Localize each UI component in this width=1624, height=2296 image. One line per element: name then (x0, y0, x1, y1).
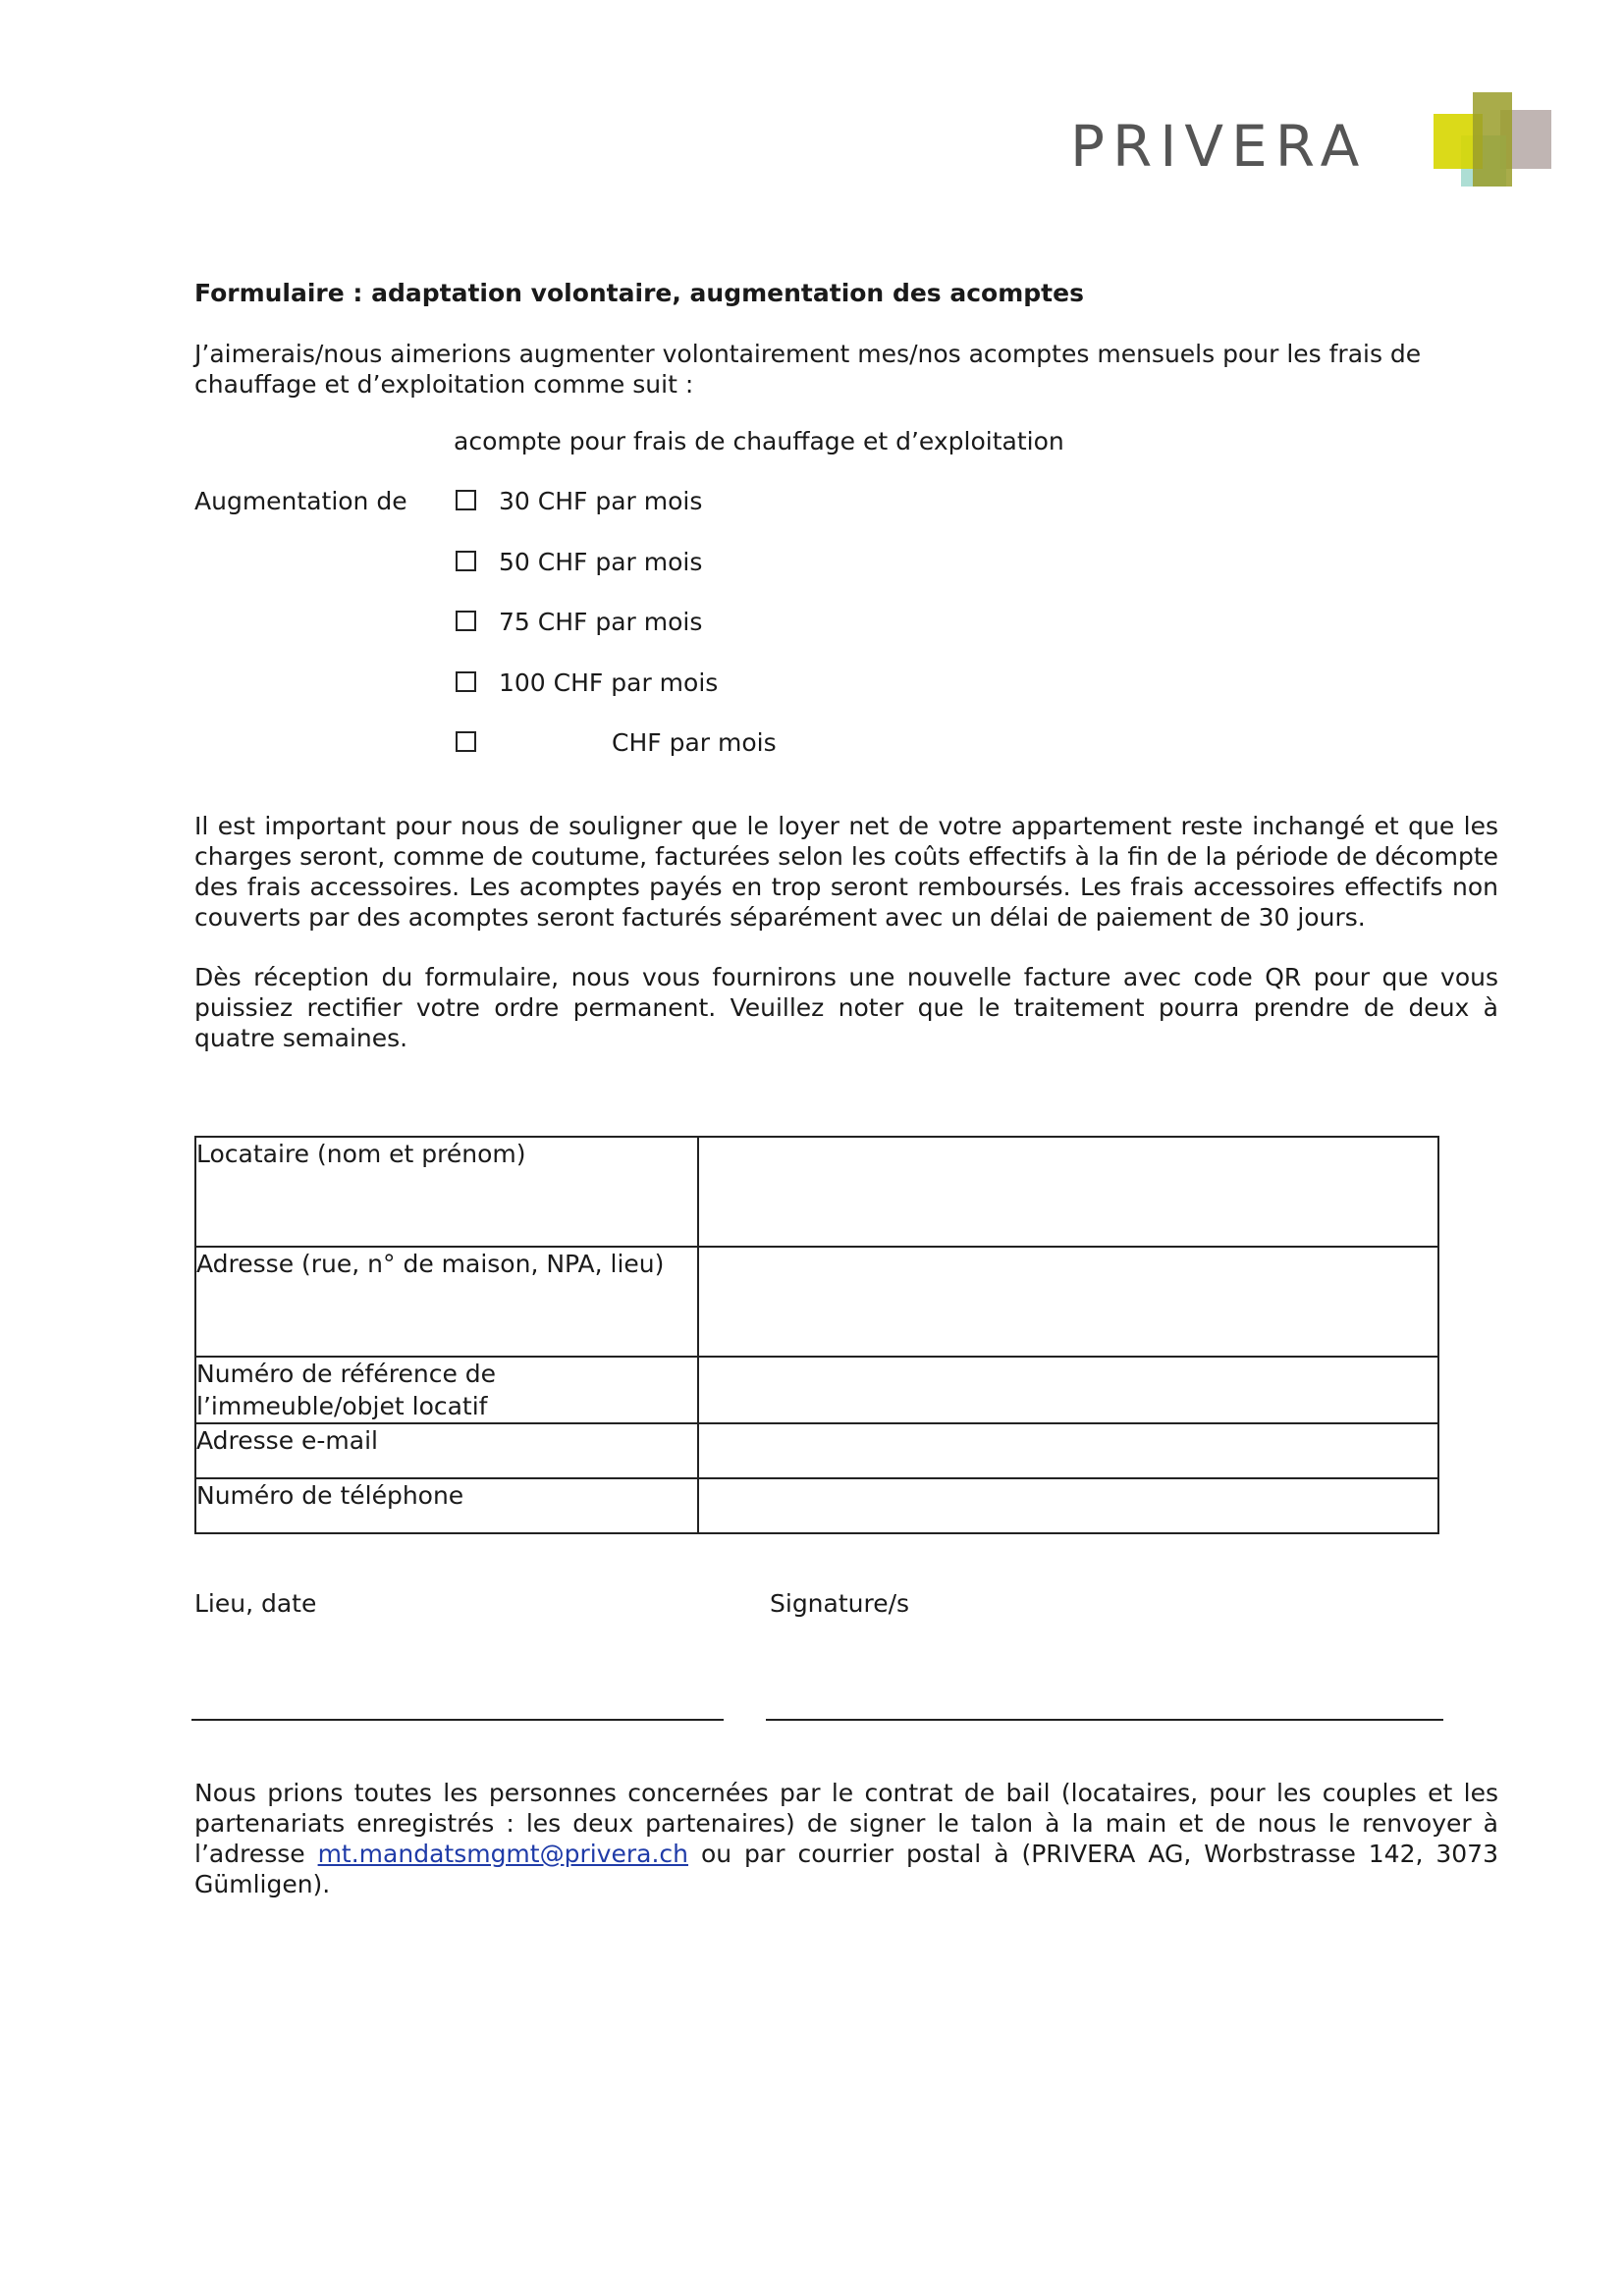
email-field[interactable] (698, 1423, 1438, 1478)
signature-label: Signature/s (770, 1589, 910, 1618)
logo-wordmark: PRIVERA (1070, 113, 1368, 180)
option-75 (456, 607, 777, 667)
option-30 (456, 486, 777, 547)
phone-field[interactable] (698, 1478, 1438, 1533)
address-label: Adresse (rue, n° de maison, NPA, lieu) (195, 1247, 698, 1357)
phone-label: Numéro de téléphone (195, 1478, 698, 1533)
table-row (195, 1137, 1438, 1247)
option-unit: CHF par mois (612, 728, 777, 757)
address-field[interactable] (698, 1247, 1438, 1357)
option-custom (456, 727, 777, 788)
option-unit: par mois (595, 487, 703, 515)
info-paragraph-charges: Il est important pour nous de souligner que le loyer net de votre appartement reste inchangé et que les charges seront, comme de coutume, facturées selon les coûts effectifs à la fin de la période de décompte des frais accessoires. Les acomptes payés en trop seront remboursés. Les frais accessoires effectifs non couverts par des acomptes seront facturés séparément avec un délai de paiement de 30 jours. (194, 812, 1498, 932)
option-amount: 50 CHF (499, 547, 588, 576)
signature-line[interactable] (766, 1719, 1443, 1721)
email-label: Adresse e-mail (195, 1423, 698, 1478)
option-amount: 75 CHF (499, 608, 588, 636)
option-unit: par mois (595, 547, 703, 576)
checkbox-100-chf[interactable] (456, 671, 476, 692)
table-row (195, 1478, 1438, 1533)
logo-square-olive (1473, 92, 1512, 187)
column-label: acompte pour frais de chauffage et d’exploitation (454, 427, 1064, 455)
reference-number-field[interactable] (698, 1357, 1438, 1423)
option-amount: 30 CHF (499, 487, 588, 515)
option-50 (456, 547, 777, 608)
checkbox-75-chf[interactable] (456, 611, 476, 631)
checkbox-30-chf[interactable] (456, 490, 476, 510)
table-row (195, 1423, 1438, 1478)
reference-number-label: Numéro de référence de l’immeuble/objet locatif (195, 1357, 698, 1423)
footnote-after: ou par courrier postal à (PRIVERA AG, Worbstrasse 142, 3073 Gümligen). (194, 1840, 1498, 1898)
place-date-label: Lieu, date (194, 1589, 317, 1618)
option-100 (456, 667, 777, 728)
tenant-name-label: Locataire (nom et prénom) (195, 1137, 698, 1247)
footnote-text (194, 1778, 1498, 1899)
checkbox-custom-amount[interactable] (456, 731, 476, 752)
increase-label: Augmentation de (194, 487, 407, 515)
table-row (195, 1247, 1438, 1357)
info-paragraph-qr-invoice: Dès réception du formulaire, nous vous fournirons une nouvelle facture avec code QR pour que vous puissiez rectifier votre ordre permanent. Veuillez noter que le traitement pourra prendre de deux à quatre semaines. (194, 963, 1498, 1052)
option-amount: 100 CHF (499, 667, 604, 697)
increase-options (456, 486, 777, 788)
privera-logo (1070, 92, 1551, 187)
option-unit: par mois (611, 667, 719, 697)
email-link[interactable]: mt.mandatsmgmt@privera.ch (317, 1840, 688, 1868)
checkbox-50-chf[interactable] (456, 551, 476, 571)
intro-text: J’aimerais/nous aimerions augmenter volontairement mes/nos acomptes mensuels pour les frais de chauffage et d’exploitation comme suit : (194, 340, 1422, 399)
option-label (499, 547, 702, 578)
option-unit: par mois (595, 608, 703, 636)
option-label (499, 486, 702, 517)
option-label (499, 607, 702, 638)
logo-squares-icon (1434, 92, 1551, 187)
table-row (195, 1357, 1438, 1423)
tenant-name-field[interactable] (698, 1137, 1438, 1247)
tenant-info-table (194, 1136, 1439, 1534)
place-date-line[interactable] (191, 1719, 724, 1721)
footnote-before: Nous prions toutes les personnes concernées par le contrat de bail (locataires, pour les couples et les partenariats enregistrés : les deux partenaires) de signer le talon à la main et de nous le renvoyer à l’adresse (194, 1779, 1498, 1868)
form-title: Formulaire : adaptation volontaire, augmentation des acomptes (194, 279, 1084, 307)
option-label (499, 667, 718, 699)
